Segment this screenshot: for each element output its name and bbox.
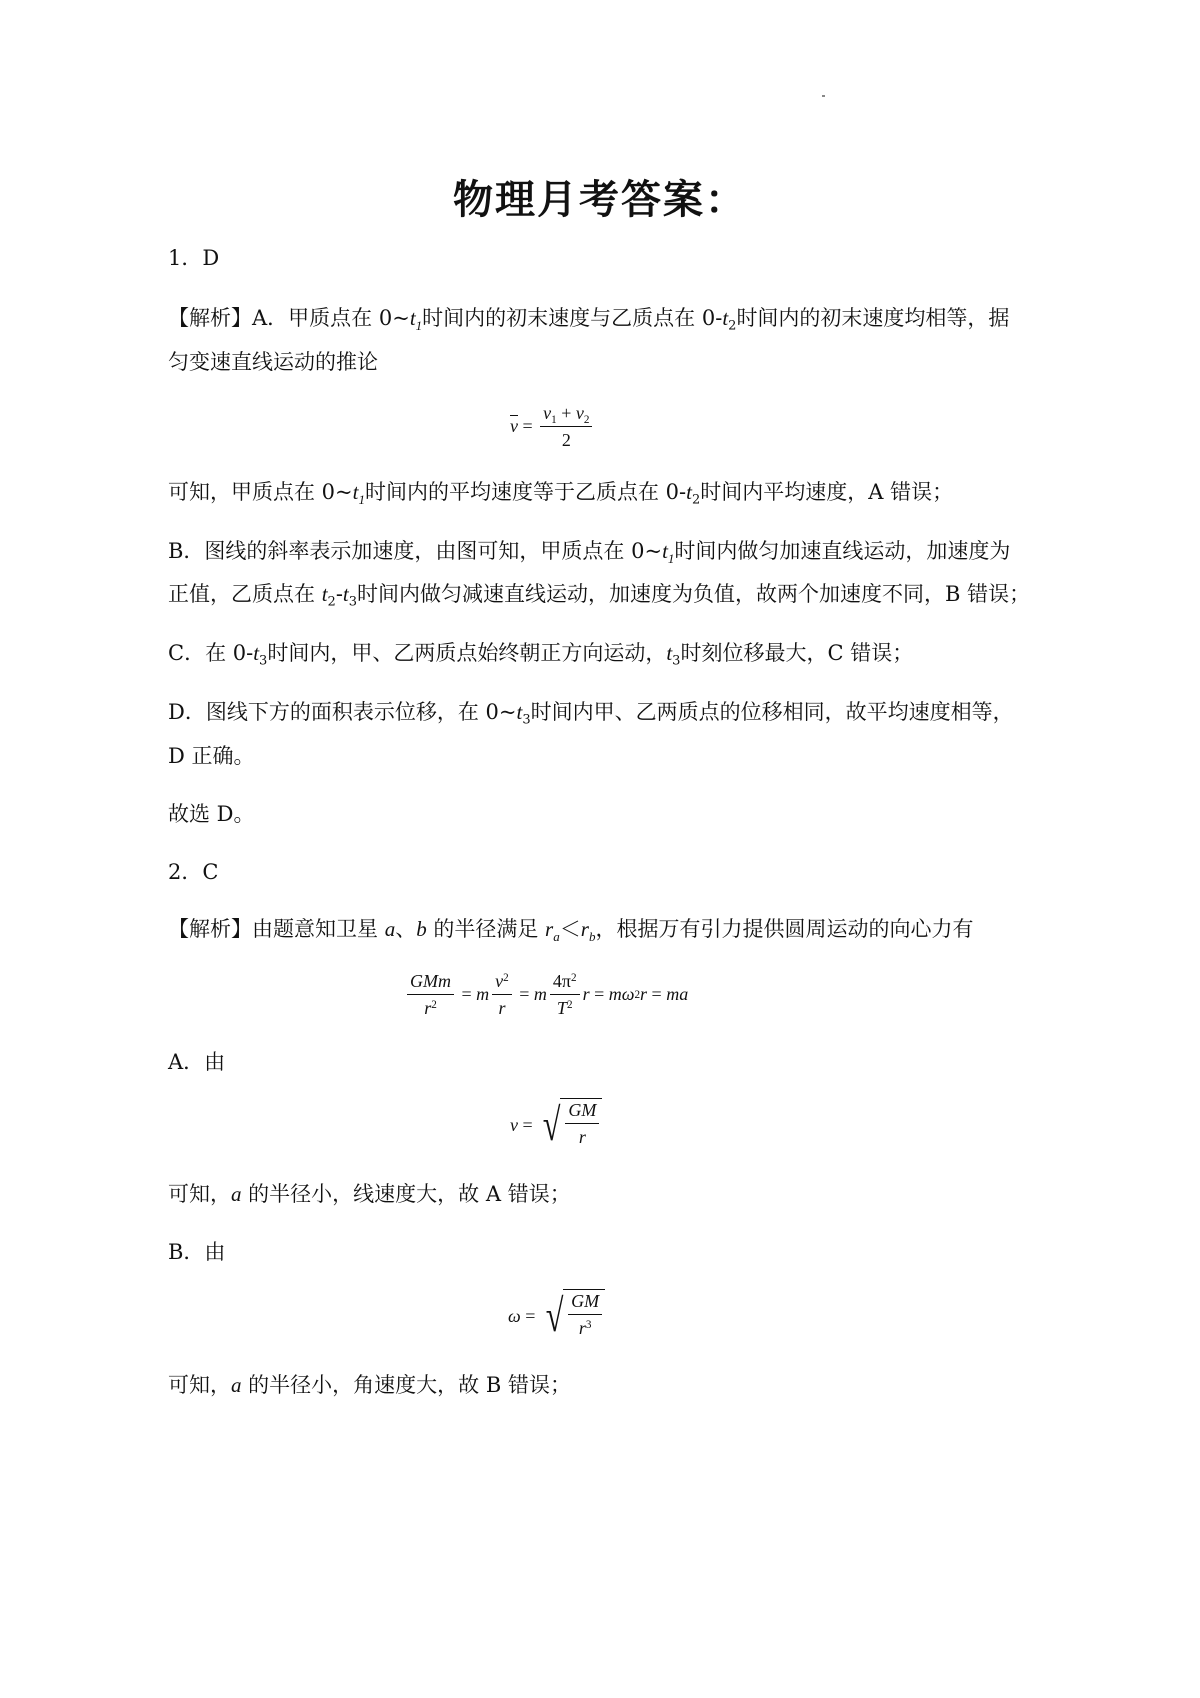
page-title: 物理月考答案： bbox=[453, 177, 747, 223]
q1-analysis-b-line1: B．图线的斜率表示加速度，由图可知，甲质点在 $0\sim t_1$时间内做匀加速直线运动，加速度为 bbox=[168, 539, 1011, 566]
q1-answer: 1．D bbox=[168, 246, 220, 270]
q2-gravitation-formula: $\frac{\text{GMm}}{r^2}$ = m $\frac{v^2}{r}$ = m $\frac{4\pi^2}{T^2}$ r = m ω 2 r = m a bbox=[404, 970, 688, 1019]
q2-velocity-formula: v = √ $\frac{GM}{r}$ bbox=[510, 1098, 602, 1152]
q1-analysis-c-line: C．在 $0-t_3$时间内，甲、乙两质点始终朝正方向运动，$t_3$时刻位移最大，C 错误； bbox=[168, 641, 914, 669]
q2-analysis-intro: 【解析】由题意知卫星 a、b 的半径满足 $r_a<r_b$，根据万有引力提供圆周运动的向心力有 bbox=[168, 917, 974, 944]
q1-analysis-a-line1: 【解析】A．甲质点在 $0\sim t_1$时间内的初末速度与乙质点在 $0-t_2$时间内的初末速度均相等，据 bbox=[168, 306, 1010, 334]
q1-analysis-b-line2: 正值，乙质点在 $t_2-t_3$时间内做匀减速直线运动，加速度为负值，故两个加速度不同，B 错误； bbox=[168, 582, 1031, 610]
q1-average-velocity-formula: $\overline{v}$ = $\frac{v_1 + v_2}{2}$ bbox=[510, 402, 595, 451]
q2-a-label: A．由 bbox=[168, 1050, 226, 1074]
square-root: √ $\frac{GM}{r^3}$ bbox=[542, 1289, 605, 1343]
q1-analysis-d-line1: D．图线下方的面积表示位移，在 $0\sim t_3$时间内甲、乙两质点的位移相同，故平均速度相等， bbox=[168, 700, 1014, 728]
analysis-label: 【解析】 bbox=[168, 917, 252, 941]
square-root: √ $\frac{GM}{r}$ bbox=[539, 1098, 602, 1152]
q2-b-label: B．由 bbox=[168, 1240, 226, 1264]
q1-analysis-a-line2: 匀变速直线运动的推论 bbox=[168, 350, 378, 374]
q1-conclusion: 故选 D。 bbox=[168, 802, 255, 826]
q1-analysis-d-line2: D 正确。 bbox=[168, 744, 255, 768]
q2-a-result: 可知，a 的半径小，线速度大，故 A 错误； bbox=[168, 1182, 571, 1206]
q2-answer: 2．C bbox=[168, 860, 219, 884]
analysis-label: 【解析】 bbox=[168, 306, 252, 330]
q2-b-result: 可知，a 的半径小，角速度大，故 B 错误； bbox=[168, 1373, 571, 1397]
fraction: $\frac{v_1 + v_2}{2}$ bbox=[540, 402, 592, 451]
scan-mark bbox=[822, 95, 825, 97]
q1-analysis-a-result: 可知，甲质点在 $0\sim t_1$时间内的平均速度等于乙质点在 $0-t_2$时间内平均速度，A 错误； bbox=[168, 480, 954, 508]
q2-angular-velocity-formula: ω = √ $\frac{GM}{r^3}$ bbox=[508, 1289, 605, 1343]
